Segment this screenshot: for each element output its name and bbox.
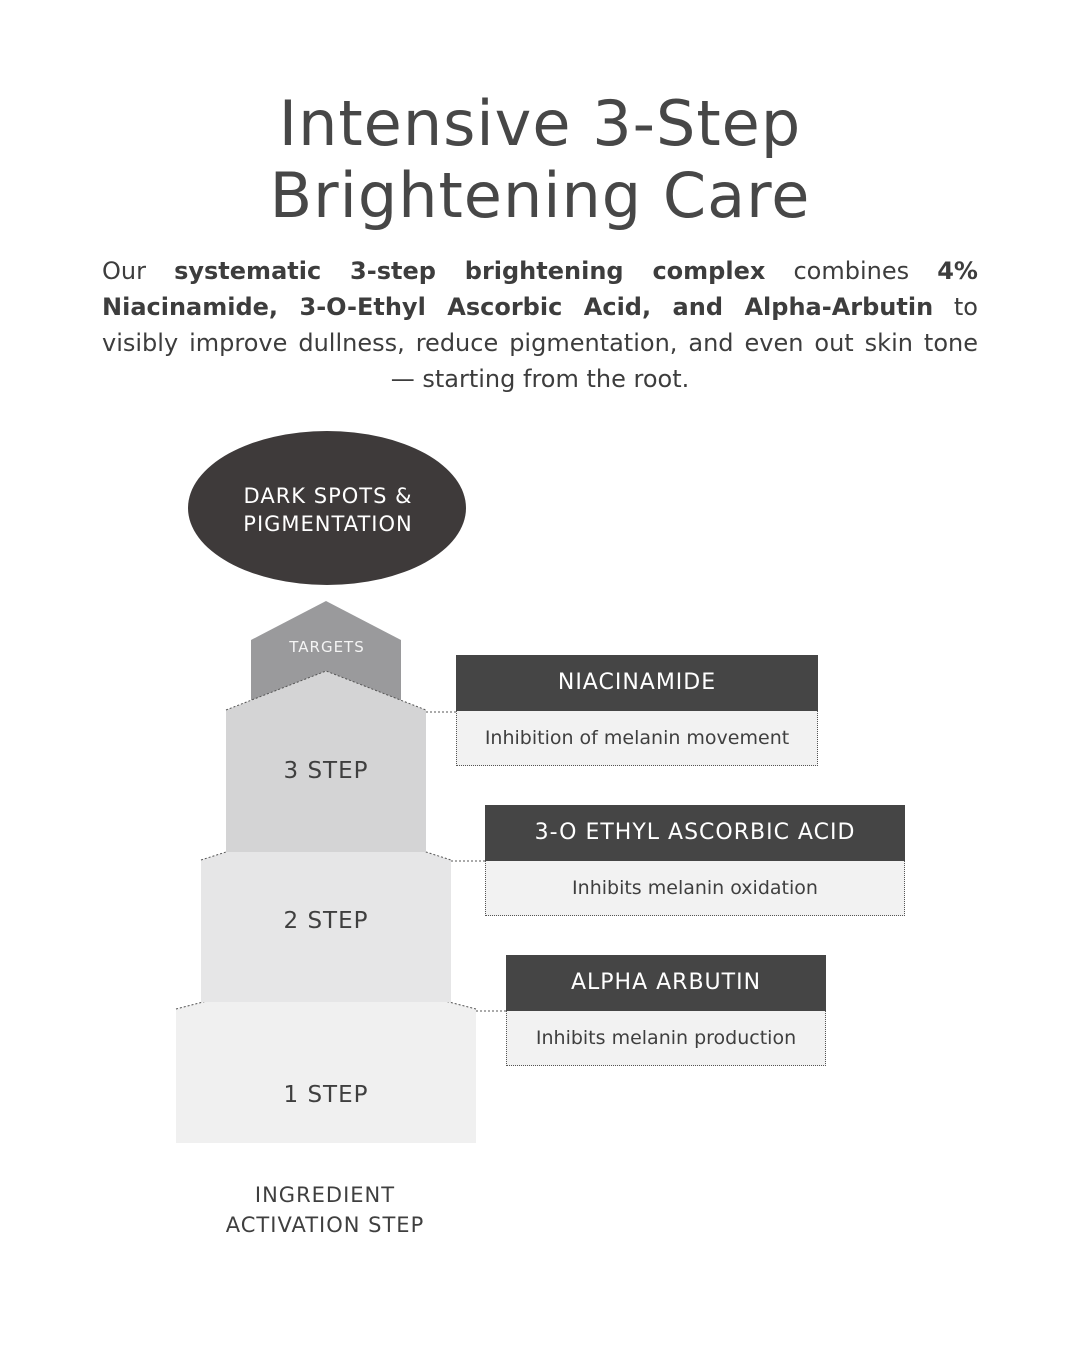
target-label-line-1: DARK SPOTS & [243,484,413,508]
ingredient-name: NIACINAMIDE [456,655,818,711]
ingredient-name: 3-O ETHYL ASCORBIC ACID [485,805,905,861]
ingredient-card-niacinamide [456,655,818,766]
intro-text-1: Our [102,257,175,285]
step-1-label: 1 STEP [283,1082,369,1108]
target-label [190,482,466,538]
intro-text-3: to visibly improve dullness, reduce pigmentation, and even out skin tone — starting from the root. [102,293,978,393]
ingredient-name: ALPHA ARBUTIN [506,955,826,1011]
target-label-line-2: PIGMENTATION [243,512,413,536]
caption-line-1: INGREDIENT [254,1183,396,1207]
activation-step-caption [175,1180,475,1240]
ingredient-description: Inhibition of melanin movement [456,711,818,766]
intro-bold-1: systematic 3-step brightening complex [174,257,766,285]
intro-text-2: combines [765,257,938,285]
step-2-label: 2 STEP [283,908,369,934]
targets-label: TARGETS [289,638,365,656]
ingredient-card-alpha-arbutin [506,955,826,1066]
title-line-1: Intensive 3-Step [278,87,802,160]
intro-bold-2: 4% Niacinamide, 3-O-Ethyl Ascorbic Acid, and Alpha-Arbutin [102,257,978,321]
caption-line-2: ACTIVATION STEP [225,1213,425,1237]
ingredient-description: Inhibits melanin oxidation [485,861,905,916]
step-3-label: 3 STEP [283,758,369,784]
ingredient-card-ascorbic-acid [485,805,905,916]
ingredient-description: Inhibits melanin production [506,1011,826,1066]
title-line-2: Brightening Care [269,159,811,232]
